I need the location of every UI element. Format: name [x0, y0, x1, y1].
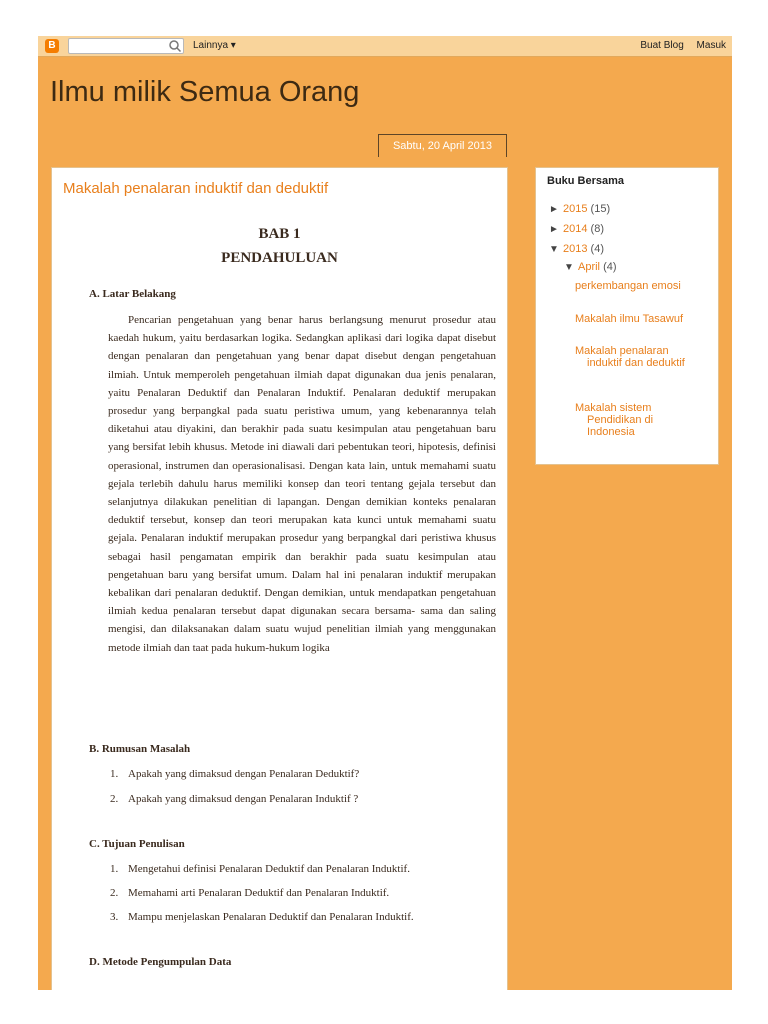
sign-in-link[interactable]: Masuk: [696, 40, 726, 51]
problem-item: [110, 768, 359, 780]
background-paragraph: [108, 311, 496, 657]
archive-post-link[interactable]: perkembangan emosi: [575, 280, 681, 292]
archive-count: (4): [603, 261, 617, 273]
archive-count: (4): [590, 243, 604, 255]
post-container: [51, 167, 508, 990]
search-icon[interactable]: [168, 39, 182, 53]
list-text: Memahami arti Penalaran Deduktif dan Penalaran Induktif.: [128, 887, 390, 899]
section-heading-b: B. Rumusan Masalah: [89, 743, 191, 755]
background-text: Pencarian pengetahuan yang benar harus berlangsung menurut prosedur atau kaedah hukum, yaitu berdasarkan logika. Sedangkan aplikasi dari logika dapat disebut dengan penalaran dan pengetahuan yang benar dapat disebut dengan pengetahuan ilmiah. Untuk memperoleh pengetahuan ilmiah dapat digunakan dua jenis penalaran, yaitu Penalaran Deduktif dan Penalaran Induktif. Penalaran deduktif merupakan prosedur yang berpangkal pada suatu peristiwa umum, yang kebenarannya telah diketahui atau diyakini, dan berakhir pada suatu kesimpulan atau pengetahuan baru yang bersifat lebih khusus. Metode ini diawali dari pebentukan teori, hipotesis, definisi operasional, instrumen dan operasionalisasi. Dengan kata lain, untuk memahami suatu gejala terlebih dahulu harus memiliki konsep dan teori tentang gejala tersebut dan selanjutnya dilakukan penelitian di lapangan. Dengan demikian konteks penalaran deduktif tersebut, konsep dan teori merupakan kata kunci untuk memahami suatu gejala. Penalaran induktif merupakan prosedur yang berpangkal dari peristiwa khusus sebagai hasil pengamatan empirik dan berakhir pada suatu kesimpulan atau pengetahuan baru yang bersifat umum. Dalam hal ini penalaran induktif merupakan kebalikan dari penalaran deduktif. Dengan demikian, untuk mendapatkan pengetahuan ilmiah kedua penalaran tersebut dapat digunakan secara bersama- sama dan saling mengisi, dan dilaksanakan dalam suatu wujud penelitian ilmiah yang menggunakan metode ilmiah dan taat pada hukum-hukum logika: [108, 314, 496, 654]
collapse-arrow-icon[interactable]: ▼: [549, 244, 559, 255]
objective-item: [110, 863, 410, 875]
blog-title[interactable]: Ilmu milik Semua Orang: [50, 76, 360, 108]
date-header: Sabtu, 20 April 2013: [378, 134, 507, 157]
archive-month-link[interactable]: April: [578, 261, 601, 273]
list-number: 1.: [110, 863, 119, 875]
list-number: 2.: [110, 793, 119, 805]
more-menu[interactable]: [193, 40, 236, 51]
section-heading-c: C. Tujuan Penulisan: [89, 838, 185, 850]
blog-page: [38, 36, 732, 990]
expand-arrow-icon[interactable]: ►: [549, 204, 559, 215]
list-number: 3.: [110, 911, 119, 923]
chevron-down-icon: ▾: [228, 40, 236, 51]
chapter-title: PENDAHULUAN: [221, 250, 338, 266]
post-title[interactable]: Makalah penalaran induktif dan deduktif: [63, 180, 329, 197]
archive-year-link[interactable]: 2014: [563, 223, 588, 235]
archive-count: (8): [590, 223, 604, 235]
blogger-logo-icon[interactable]: B: [45, 39, 59, 53]
archive-year-2014[interactable]: [549, 223, 604, 235]
objective-item: [110, 911, 414, 923]
blogger-navbar: [38, 36, 732, 57]
archive-post-link[interactable]: Makalah ilmu Tasawuf: [575, 313, 684, 325]
archive-month-april[interactable]: [564, 261, 617, 273]
list-text: Apakah yang dimaksud dengan Penalaran Deduktif?: [128, 768, 360, 780]
list-text: Mampu menjelaskan Penalaran Deduktif dan Penalaran Induktif.: [128, 911, 414, 923]
archive-year-link[interactable]: 2015: [563, 203, 588, 215]
objective-item: [110, 887, 389, 899]
archive-year-2015[interactable]: [549, 203, 610, 215]
blog-archive-widget: [535, 167, 719, 465]
archive-post-link[interactable]: Makalah penalaran induktif dan deduktif: [575, 345, 685, 369]
section-heading-d: D. Metode Pengumpulan Data: [89, 956, 232, 968]
chapter-heading: BAB 1: [258, 226, 301, 242]
more-label: Lainnya: [193, 40, 229, 51]
search-input[interactable]: [68, 38, 184, 54]
list-number: 2.: [110, 887, 119, 899]
collapse-arrow-icon[interactable]: ▼: [564, 262, 574, 273]
archive-count: (15): [590, 203, 611, 215]
list-text: Mengetahui definisi Penalaran Deduktif dan Penalaran Induktif.: [128, 863, 410, 875]
widget-title: Buku Bersama: [547, 175, 625, 187]
nav-right: [630, 40, 726, 51]
expand-arrow-icon[interactable]: ►: [549, 224, 559, 235]
list-text: Apakah yang dimaksud dengan Penalaran Induktif ?: [128, 793, 359, 805]
archive-post-link[interactable]: Makalah sistem Pendidikan di Indonesia: [575, 402, 654, 438]
section-heading-a: A. Latar Belakang: [89, 288, 176, 300]
list-number: 1.: [110, 768, 119, 780]
archive-year-link[interactable]: 2013: [563, 243, 588, 255]
problem-item: [110, 793, 358, 805]
create-blog-link[interactable]: Buat Blog: [640, 40, 684, 51]
archive-year-2013[interactable]: [549, 243, 604, 255]
